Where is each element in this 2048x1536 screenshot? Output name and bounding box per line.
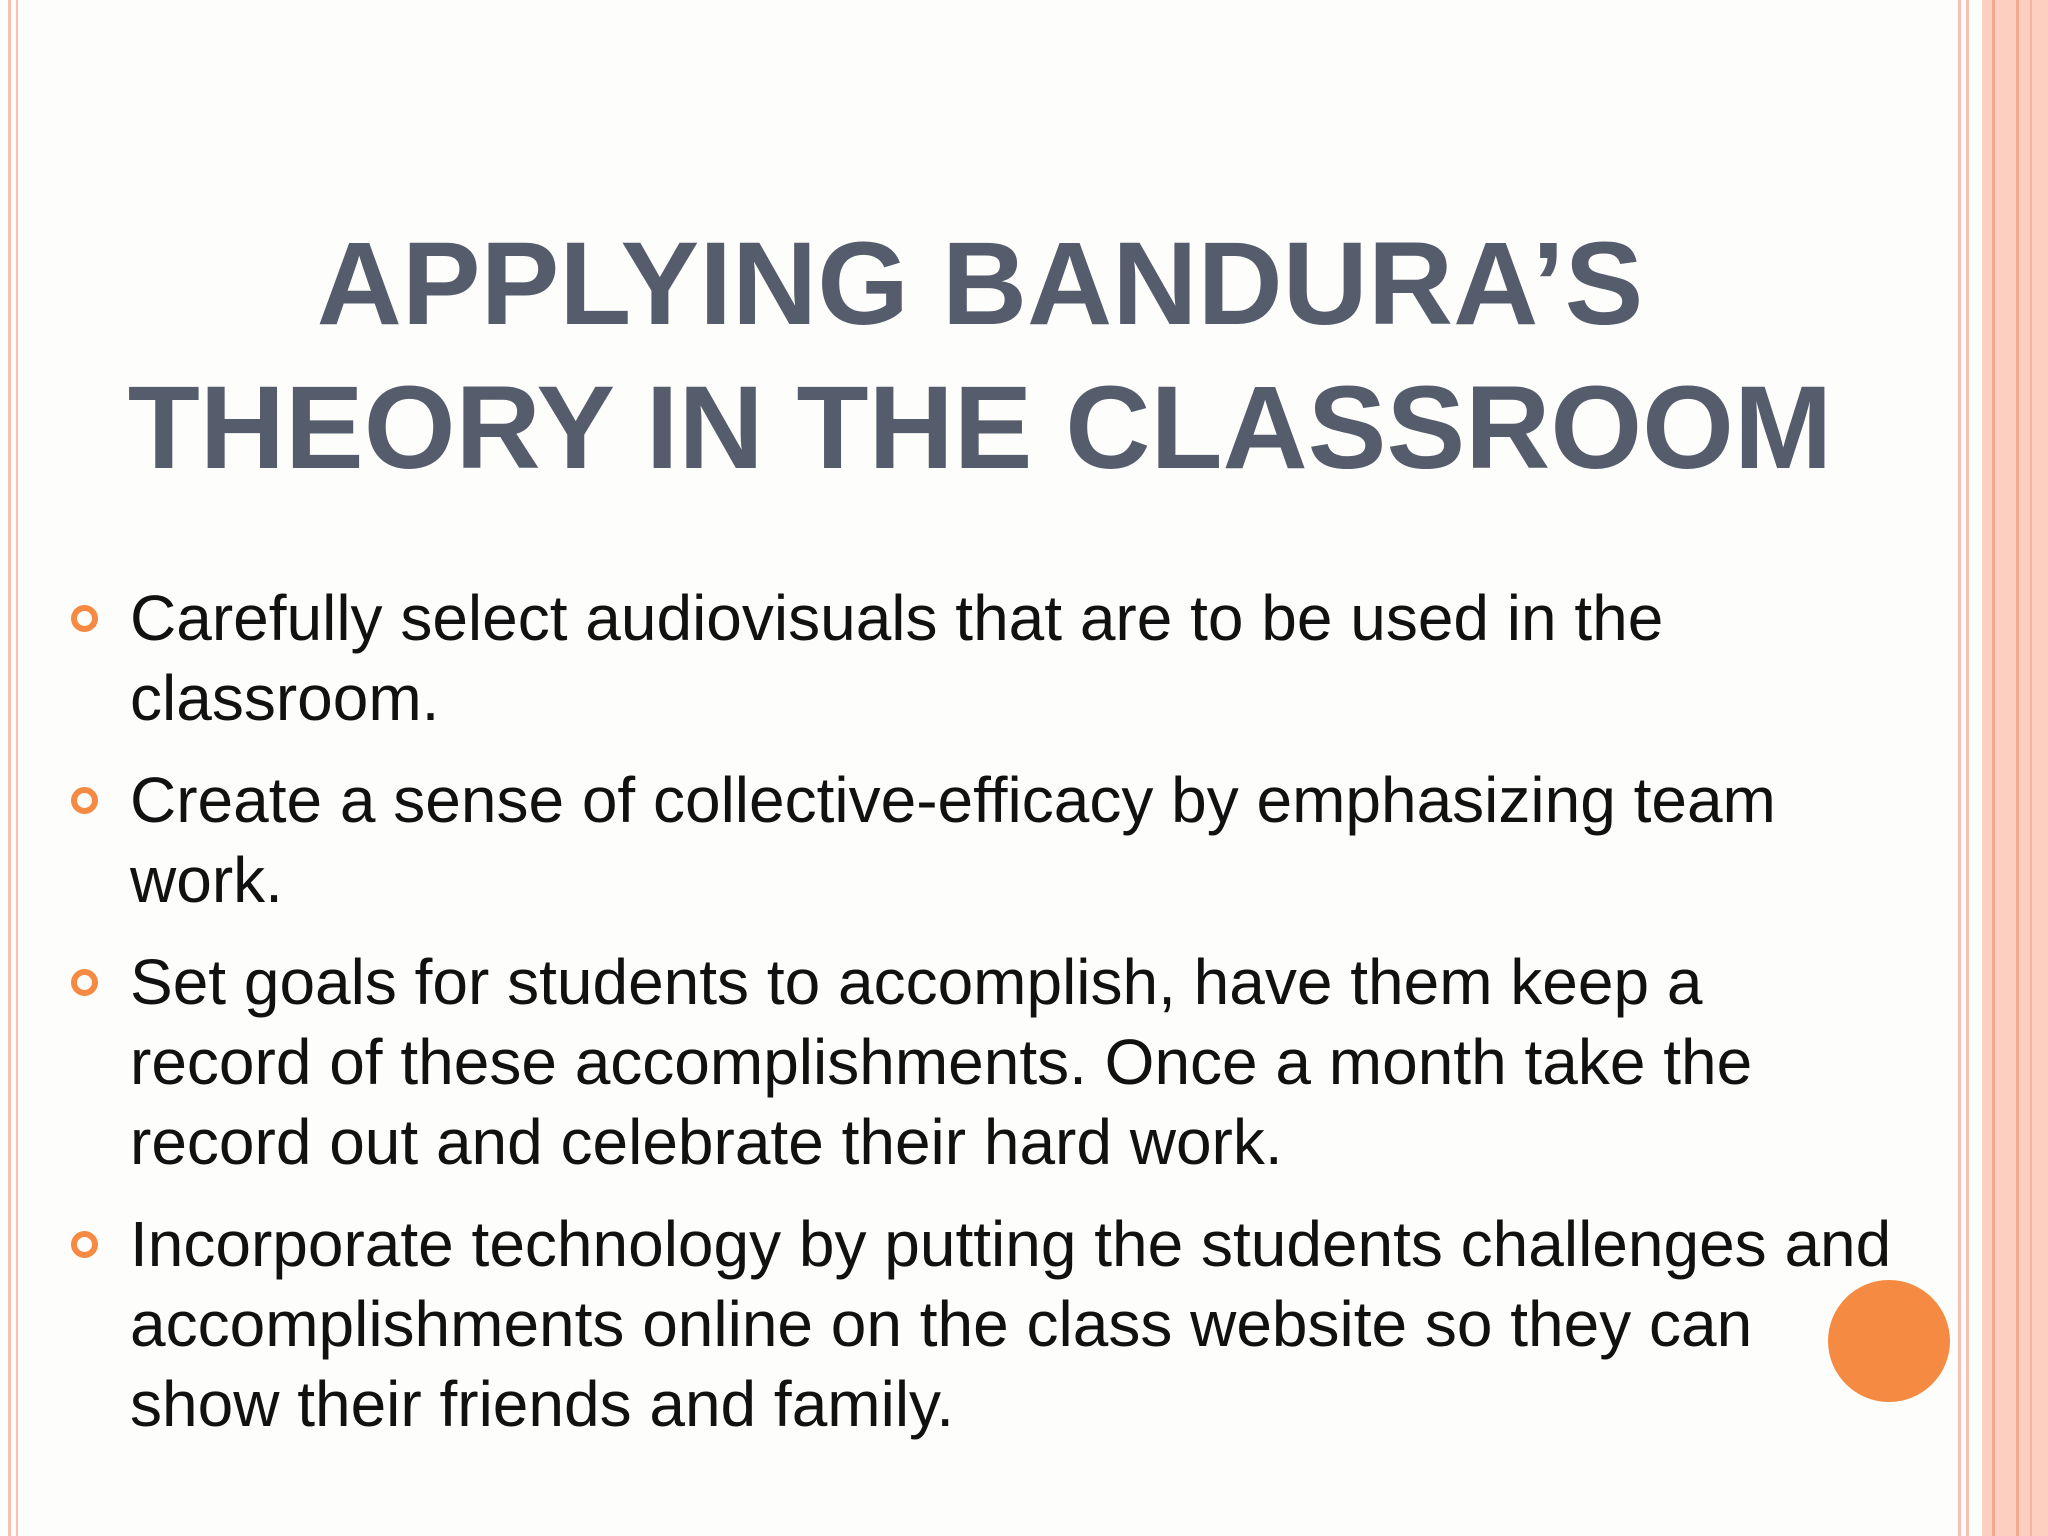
right-border-line [1958, 0, 1961, 1536]
bullet-text: Carefully select audiovisuals that are to be used in the classroom. [130, 582, 1664, 734]
bullet-item [66, 942, 1896, 1182]
ring-bullet-icon [71, 787, 98, 814]
bullet-item [66, 1204, 1896, 1444]
bullet-item [66, 760, 1896, 920]
slide-title [60, 212, 1900, 500]
slide-title-line-1: APPLYING BANDURA’S [316, 218, 1644, 350]
bullet-list [66, 578, 1896, 1466]
left-border-line [16, 0, 18, 1536]
ring-bullet-icon [71, 969, 98, 996]
ring-bullet-icon [71, 1231, 98, 1258]
right-band-line [2030, 0, 2032, 1536]
slide-title-line-2: THEORY IN THE CLASSROOM [127, 362, 1833, 494]
left-border-line [8, 0, 11, 1536]
bullet-item [66, 578, 1896, 738]
bullet-text: Create a sense of collective-efficacy by emphasizing team work. [130, 764, 1776, 916]
ring-bullet-icon [71, 605, 98, 632]
orange-circle-icon [1828, 1280, 1950, 1402]
right-band-line [1992, 0, 1995, 1536]
bullet-text: Incorporate technology by putting the students challenges and accomplishments online on the class website so they can show their friends and family. [130, 1208, 1892, 1440]
right-band-line [2016, 0, 2019, 1536]
right-border-line [1966, 0, 1969, 1536]
bullet-text: Set goals for students to accomplish, have them keep a record of these accomplishments. Once a month take the record out and celebrate their hard work. [130, 946, 1753, 1178]
